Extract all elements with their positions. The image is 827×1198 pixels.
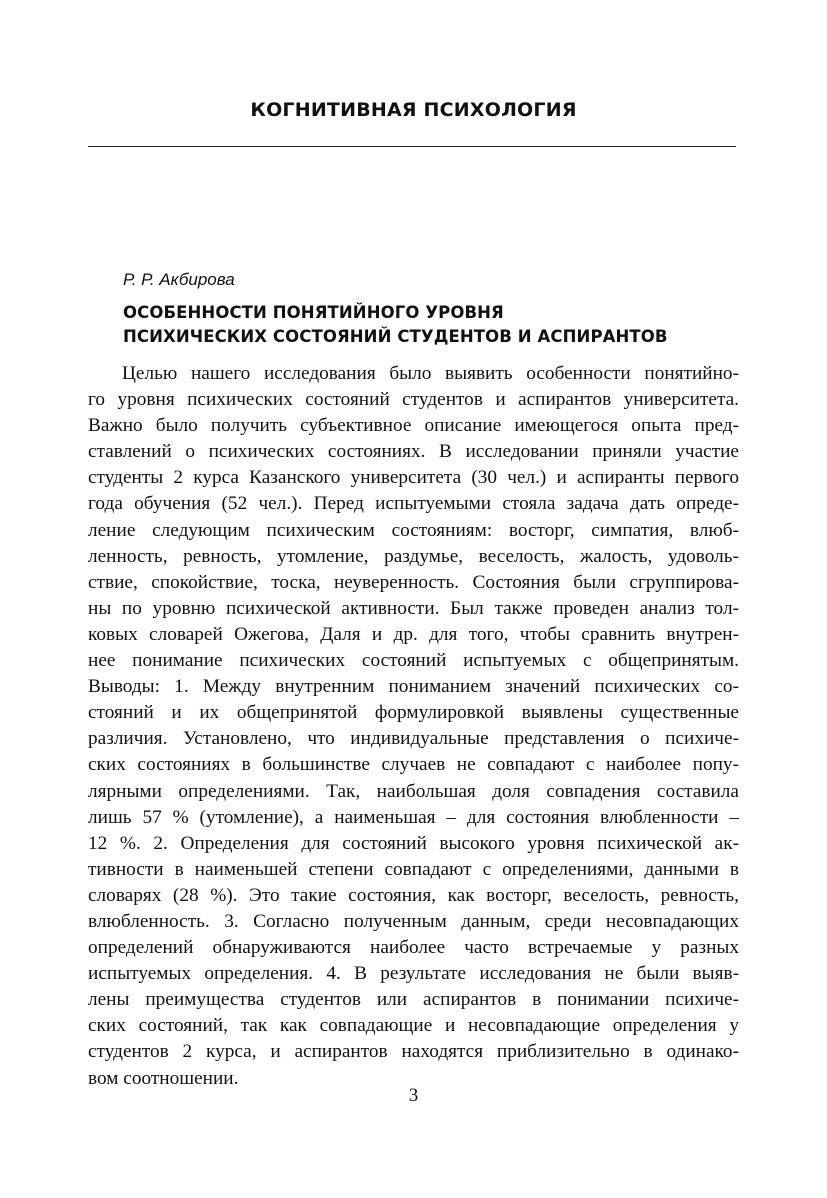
body-line: ских состояниях в большинстве случаев не совпадают с наиболее попу- (88, 754, 739, 776)
body-line: Важно было получить субъективное описание имеющегося опыта пред- (88, 415, 739, 437)
body-line: ление следующим психическим состояниям: восторг, симпатия, влюб- (88, 519, 739, 541)
body-line: определений обнаруживаются наиболее часто встречаемые у разных (88, 937, 739, 959)
body-line: лярными определениями. Так, наибольшая доля совпадения составила (88, 780, 739, 802)
body-line: ленность, ревность, утомление, раздумье, веселость, жалость, удоволь- (88, 545, 739, 567)
body-line: словарях (28 %). Это такие состояния, как восторг, веселость, ревность, (88, 884, 739, 906)
body-line: ских состояний, так как совпадающие и несовпадающие определения у (88, 1015, 739, 1037)
body-line: нее понимание психических состояний испытуемых с общепринятым. (88, 650, 739, 672)
body-line: влюбленность. 3. Согласно полученным данным, среди несовпадающих (88, 910, 739, 932)
body-line: Выводы: 1. Между внутренним пониманием значений психических со- (88, 676, 739, 698)
body-line: различия. Установлено, что индивидуальные представления о психиче- (88, 728, 739, 750)
body-line: студентов 2 курса, и аспирантов находятся приблизительно в одинако- (88, 1041, 739, 1063)
article-title-line: ПСИХИЧЕСКИХ СОСТОЯНИЙ СТУДЕНТОВ И АСПИРАНТОВ (123, 327, 668, 346)
page-number: 3 (408, 1085, 419, 1106)
article-body (88, 361, 739, 1092)
author-name: Р. Р. Акбирова (123, 270, 235, 289)
article-title (123, 301, 743, 349)
header-divider (88, 146, 736, 147)
body-line: ствие, спокойствие, тоска, неуверенность. Состояния были сгруппирова- (88, 571, 739, 593)
article-title-line: ОСОБЕННОСТИ ПОНЯТИЙНОГО УРОВНЯ (123, 303, 504, 322)
body-line: го уровня психических состояний студентов и аспирантов университета. (88, 389, 739, 411)
body-line: года обучения (52 чел.). Перед испытуемыми стояла задача дать опреде- (88, 493, 739, 515)
section-title: КОГНИТИВНАЯ ПСИХОЛОГИЯ (250, 99, 577, 121)
body-line: студенты 2 курса Казанского университета (30 чел.) и аспиранты первого (88, 467, 739, 489)
body-line: лишь 57 % (утомление), а наименьшая – для состояния влюбленности – (88, 806, 739, 828)
body-line: Целью нашего исследования было выявить особенности понятийно- (122, 363, 739, 384)
body-line: ставлений о психических состояниях. В исследовании приняли участие (88, 441, 739, 463)
body-line: тивности в наименьшей степени совпадают с определениями, данными в (88, 858, 739, 880)
body-line: 12 %. 2. Определения для состояний высокого уровня психической ак- (88, 832, 739, 854)
body-line: стояний и их общепринятой формулировкой выявлены существенные (88, 702, 739, 724)
body-line: ны по уровню психической активности. Был также проведен анализ тол- (88, 597, 739, 619)
body-line: лены преимущества студентов или аспирантов в понимании психиче- (88, 989, 739, 1011)
body-line: вом соотношении. (88, 1067, 239, 1089)
body-line: испытуемых определения. 4. В результате исследования не были выяв- (88, 963, 739, 985)
body-line: ковых словарей Ожегова, Даля и др. для того, чтобы сравнить внутрен- (88, 623, 739, 645)
